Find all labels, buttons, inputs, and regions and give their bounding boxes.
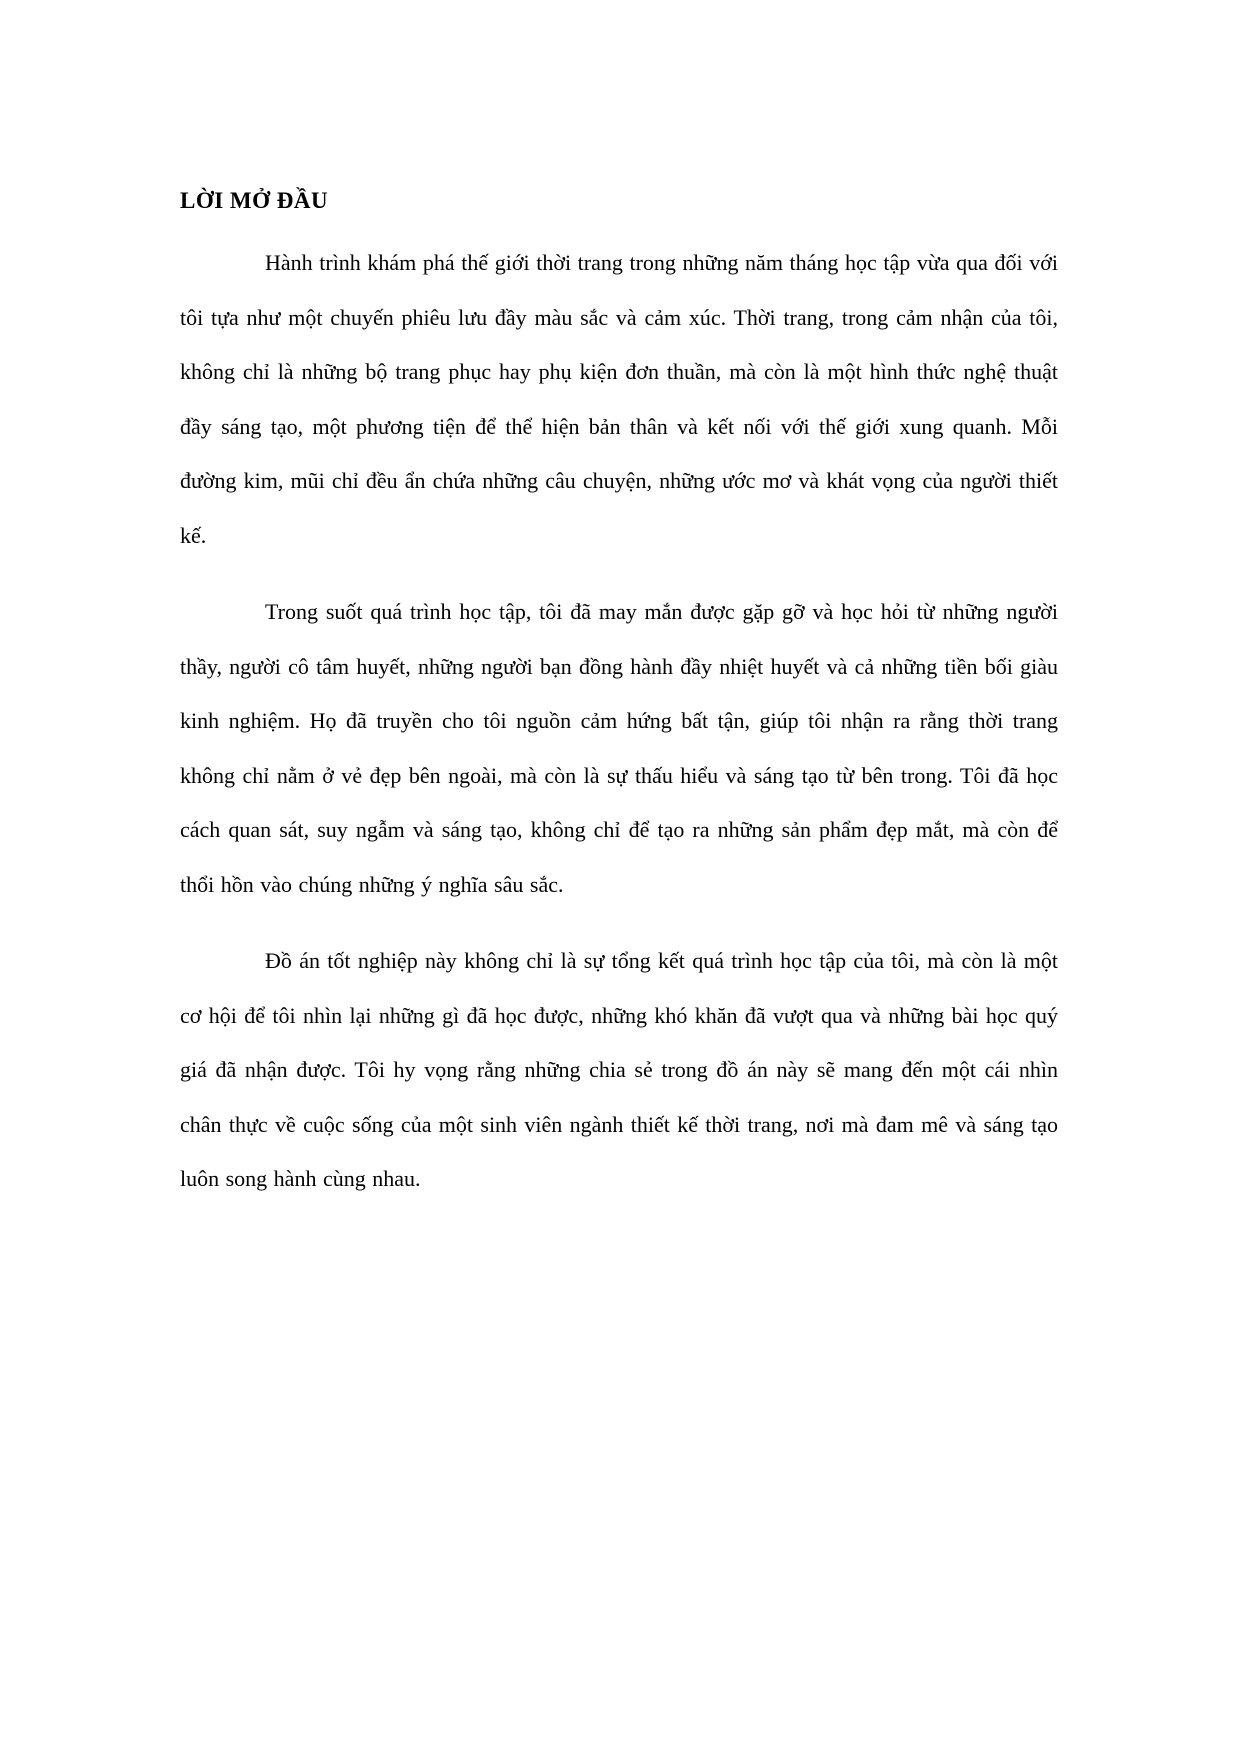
document-content	[180, 188, 1058, 1207]
page-title: LỜI MỞ ĐẦU	[180, 188, 329, 213]
paragraph-intro: Hành trình khám phá thế giới thời trang trong những năm tháng học tập vừa qua đối với tôi tựa như một chuyến phiêu lưu đầy màu sắc và cảm xúc. Thời trang, trong cảm nhận của tôi, không chỉ là những bộ trang phục hay phụ kiện đơn thuần, mà còn là một hình thức nghệ thuật đầy sáng tạo, một phương tiện để thể hiện bản thân và kết nối với thế giới xung quanh. Mỗi đường kim, mũi chỉ đều ẩn chứa những câu chuyện, những ước mơ và khát vọng của người thiết kế.	[180, 250, 1058, 548]
paragraph-thesis: Đồ án tốt nghiệp này không chỉ là sự tổng kết quá trình học tập của tôi, mà còn là một cơ hội để tôi nhìn lại những gì đã học được, những khó khăn đã vượt qua và những bài học quý giá đã nhận được. Tôi hy vọng rằng những chia sẻ trong đồ án này sẽ mang đến một cái nhìn chân thực về cuộc sống của một sinh viên ngành thiết kế thời trang, nơi mà đam mê và sáng tạo luôn song hành cùng nhau.	[180, 948, 1058, 1191]
paragraph-learning: Trong suốt quá trình học tập, tôi đã may mắn được gặp gỡ và học hỏi từ những người thầy, người cô tâm huyết, những người bạn đồng hành đầy nhiệt huyết và cả những tiền bối giàu kinh nghiệm. Họ đã truyền cho tôi nguồn cảm hứng bất tận, giúp tôi nhận ra rằng thời trang không chỉ nằm ở vẻ đẹp bên ngoài, mà còn là sự thấu hiểu và sáng tạo từ bên trong. Tôi đã học cách quan sát, suy ngẫm và sáng tạo, không chỉ để tạo ra những sản phẩm đẹp mắt, mà còn để thổi hồn vào chúng những ý nghĩa sâu sắc.	[180, 599, 1058, 897]
